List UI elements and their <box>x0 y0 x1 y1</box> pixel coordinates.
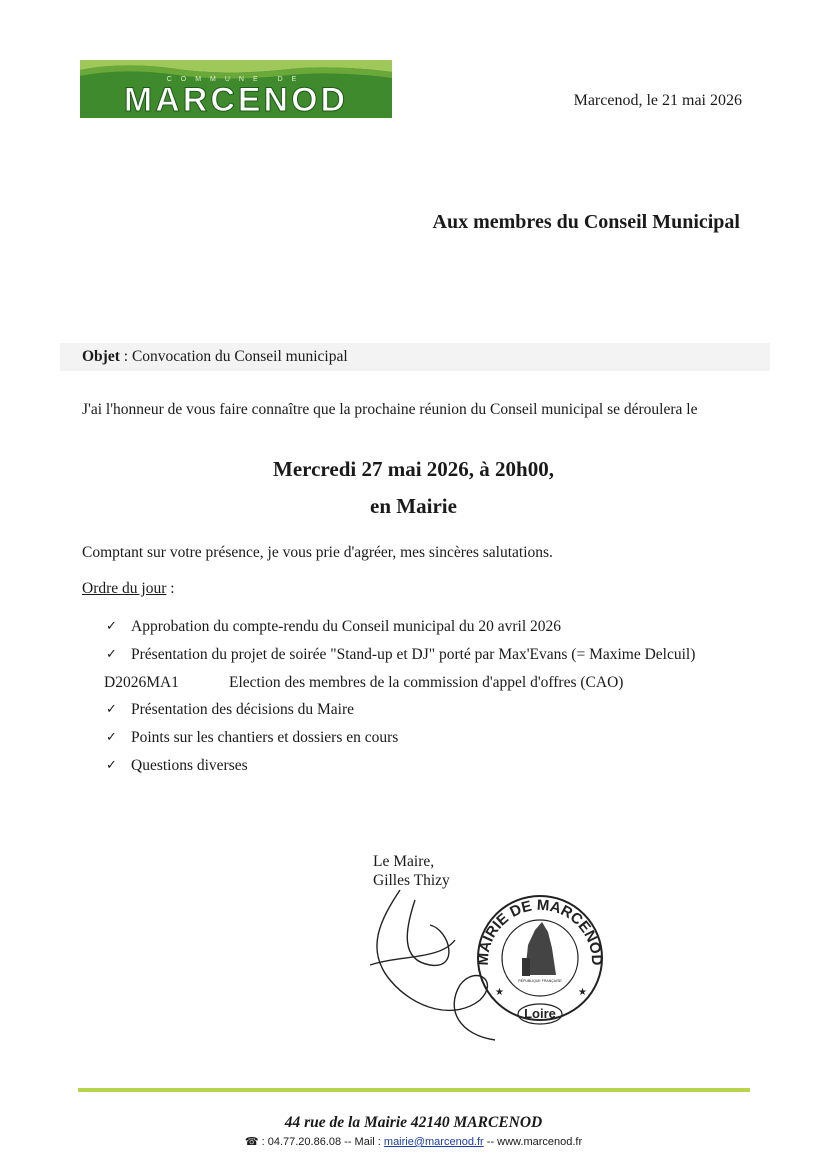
stamp-bottom-text: Loire <box>524 1006 556 1021</box>
meeting-date: Mercredi 27 mai 2026, à 20h00, <box>273 457 554 481</box>
telephone-icon: ☎ <box>244 1135 259 1148</box>
objet-line <box>82 348 348 366</box>
handwritten-signature <box>370 890 495 1040</box>
footer-mail-link[interactable]: mairie@marcenod.fr <box>383 1136 484 1148</box>
footer-contact <box>0 1135 827 1148</box>
footer-divider <box>78 1088 750 1092</box>
agenda-item <box>82 696 782 724</box>
agenda-title-text: Ordre du jour <box>82 580 167 597</box>
marcenod-logo <box>80 60 392 118</box>
svg-text:★: ★ <box>495 987 504 998</box>
agenda-title-suffix: : <box>166 580 175 597</box>
objet-separator: : <box>119 348 132 365</box>
footer-web: -- www.marcenod.fr <box>483 1136 583 1148</box>
agenda-item-text: Approbation du compte-rendu du Conseil municipal du 20 avril 2026 <box>131 618 562 635</box>
stamp-small-text: RÉPUBLIQUE FRANÇAISE <box>518 979 562 983</box>
svg-text:COMMUNE DE: COMMUNE DE <box>166 76 306 83</box>
signer-title: Le Maire, <box>373 853 435 870</box>
checkmark-icon: ✓ <box>106 702 117 718</box>
svg-text:MARCENOD: MARCENOD <box>123 81 349 118</box>
svg-text:★: ★ <box>578 987 587 998</box>
checkmark-icon: ✓ <box>106 619 117 634</box>
agenda-item <box>82 669 782 697</box>
closing-paragraph: Comptant sur votre présence, je vous prie d'agréer, mes sincères salutations. <box>82 544 553 561</box>
agenda-item-text: Présentation des décisions du Maire <box>131 701 354 719</box>
agenda-item-text: Election des membres de la commission d'appel d'offres (CAO) <box>229 673 624 691</box>
intro-paragraph: J'ai l'honneur de vous faire connaître que la prochaine réunion du Conseil municipal se déroulera le <box>82 401 698 418</box>
agenda-item-code: D2026MA1 <box>104 673 179 691</box>
agenda-item-text: Points sur les chantiers et dossiers en cours <box>131 729 399 747</box>
signature-and-stamp <box>360 870 620 1050</box>
agenda-item-text: Questions diverses <box>131 756 248 774</box>
footer-address: 44 rue de la Mairie 42140 MARCENOD <box>284 1114 543 1131</box>
checkmark-icon: ✓ <box>106 757 117 773</box>
footer-phone: : 04.77.20.86.08 -- Mail : <box>258 1136 384 1148</box>
agenda-item <box>82 752 782 780</box>
agenda-item-text: Présentation du projet de soirée "Stand-up et DJ" porté par Max'Evans (= Maxime Delcuil) <box>131 645 696 663</box>
objet-label: Objet <box>82 348 120 365</box>
agenda-title <box>82 580 175 598</box>
objet-text: Convocation du Conseil municipal <box>131 348 348 365</box>
agenda-item <box>82 724 782 752</box>
recipient-heading: Aux membres du Conseil Municipal <box>432 211 740 233</box>
meeting-place: en Mairie <box>370 494 457 518</box>
agenda-list <box>82 613 782 780</box>
official-stamp <box>475 896 605 1024</box>
signer-name: Gilles Thizy <box>373 872 450 889</box>
checkmark-icon: ✓ <box>106 730 117 746</box>
stamp-top-text: MAIRIE DE MARCENOD <box>474 896 606 966</box>
dateline: Marcenod, le 21 mai 2026 <box>573 92 742 109</box>
agenda-item <box>82 613 782 641</box>
agenda-item <box>82 641 782 669</box>
checkmark-icon: ✓ <box>106 646 117 662</box>
